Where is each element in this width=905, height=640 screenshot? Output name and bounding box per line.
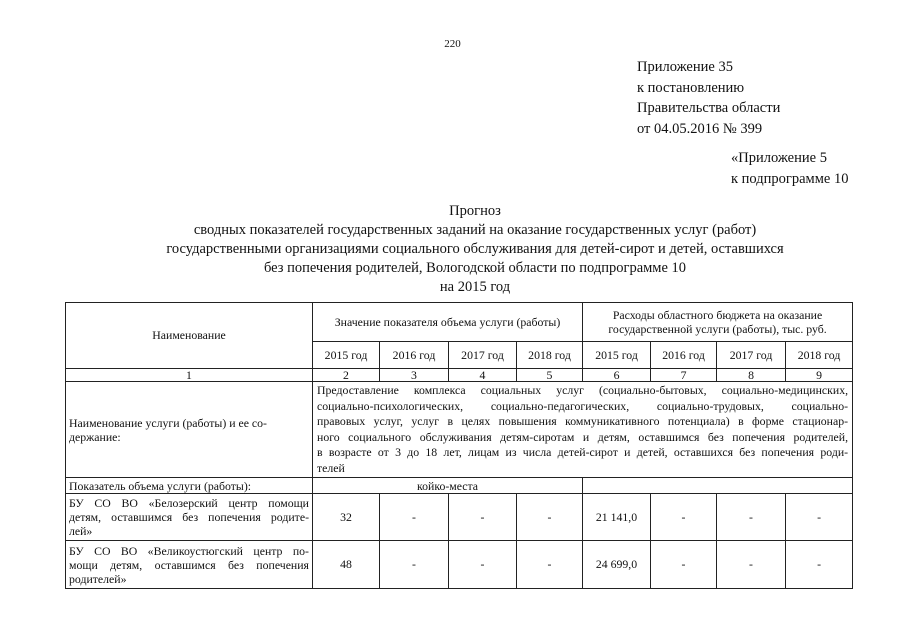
column-number: 2 — [313, 369, 380, 382]
name-header: Наименование — [66, 303, 313, 369]
column-number: 8 — [717, 369, 786, 382]
column-number: 9 — [786, 369, 853, 382]
service-row — [66, 382, 853, 478]
indicator-empty-cell — [583, 478, 853, 494]
value-cell: 21 141,0 — [583, 494, 651, 541]
value-cell: - — [517, 541, 583, 589]
appendix-line: от 04.05.2016 № 399 — [637, 120, 763, 137]
volume-header: Значение показателя объема услуги (работы) — [313, 303, 583, 342]
service-label-line: держание: — [69, 429, 121, 444]
appendix-line: Правительства области — [637, 100, 781, 116]
sub-appendix-line: к подпрограмме 10 — [731, 170, 849, 187]
value-cell: - — [449, 494, 517, 541]
value-cell: 48 — [313, 541, 380, 589]
service-content-line: телей — [317, 460, 345, 475]
header-row — [66, 303, 853, 342]
service-content-line: ного социального обслуживания детям-сиротам и детям, оставшимся без попечения родителей, — [317, 429, 849, 444]
value-cell: - — [786, 541, 853, 589]
service-label — [66, 382, 313, 478]
year-cell: 2018 год — [786, 342, 853, 369]
indicator-label: Показатель объема услуги (работы): — [66, 478, 313, 494]
table-row — [66, 494, 853, 541]
year-cell: 2016 год — [651, 342, 717, 369]
year-cell: 2017 год — [717, 342, 786, 369]
value-cell: 32 — [313, 494, 380, 541]
page-number: 220 — [444, 38, 461, 50]
organization-name-line: детям, оставшимся без попечения родите- — [69, 510, 309, 524]
appendix-block — [637, 57, 780, 139]
organization-name-line: БУ СО ВО «Великоустюгский центр по- — [69, 543, 309, 558]
service-content-line: Предоставление комплекса социальных услуг (социально-бытовых, социально-медицинских, — [317, 383, 849, 397]
value-cell: - — [717, 494, 786, 541]
service-content — [313, 382, 853, 478]
organization-name-line: БУ СО ВО «Белозерский центр помощи — [69, 496, 309, 510]
document-title — [60, 202, 890, 297]
service-label-line: Наименование услуги (работы) и ее со- — [69, 415, 267, 430]
title-line: государственными организациями социального обслуживания для детей-сирот и детей, оставшихся — [166, 241, 784, 257]
appendix-line: Приложение 35 — [637, 59, 733, 75]
organization-name — [66, 494, 313, 541]
column-number: 7 — [651, 369, 717, 382]
title-line: без попечения родителей, Вологодской области по подпрограмме 10 — [263, 260, 687, 276]
title-line: на 2015 год — [439, 279, 511, 295]
sub-appendix-block — [731, 148, 848, 189]
appendix-line: к постановлению — [637, 79, 745, 96]
service-content-line: в возрасте от 3 до 18 лет, лицам из числа детей-сирот и детей, оставшихся без попечения роди- — [317, 445, 849, 459]
organization-name-line: мощи детям, оставшимся без попечения — [69, 557, 309, 572]
table-row — [66, 541, 853, 589]
sub-appendix-line: «Приложение 5 — [731, 150, 827, 166]
organization-name — [66, 541, 313, 589]
organization-name-line: лей» — [69, 524, 93, 538]
value-cell: - — [380, 541, 449, 589]
budget-header-line: Расходы областного бюджета на оказание — [612, 308, 823, 322]
column-number: 4 — [449, 369, 517, 382]
column-number: 3 — [380, 369, 449, 382]
service-content-line: социально-психологических, социально-педагогических, социально-трудовых, социально- — [317, 398, 849, 413]
value-cell: - — [786, 494, 853, 541]
value-cell: - — [380, 494, 449, 541]
organization-name-line: родителей» — [69, 571, 127, 586]
year-cell: 2017 год — [449, 342, 517, 369]
year-cell: 2015 год — [313, 342, 380, 369]
value-cell: - — [717, 541, 786, 589]
value-cell: 24 699,0 — [583, 541, 651, 589]
forecast-table — [65, 302, 853, 589]
value-cell: - — [517, 494, 583, 541]
column-number: 6 — [583, 369, 651, 382]
indicator-unit: койко-места — [313, 478, 583, 494]
title-line: сводных показателей государственных заданий на оказание государственных услуг (работ) — [193, 222, 757, 238]
year-cell: 2016 год — [380, 342, 449, 369]
budget-header-line: государственной услуги (работы), тыс. руб. — [608, 322, 827, 336]
value-cell: - — [651, 541, 717, 589]
column-number: 1 — [66, 369, 313, 382]
value-cell: - — [449, 541, 517, 589]
year-cell: 2015 год — [583, 342, 651, 369]
indicator-row — [66, 478, 853, 494]
column-number: 5 — [517, 369, 583, 382]
column-numbers-row — [66, 369, 853, 382]
budget-header — [583, 303, 853, 342]
title-line: Прогноз — [449, 203, 501, 219]
year-cell: 2018 год — [517, 342, 583, 369]
service-content-line: правовых услуг, услуг в целях повышения коммуникативного потенциала) в форме стационар- — [317, 414, 849, 428]
value-cell: - — [651, 494, 717, 541]
